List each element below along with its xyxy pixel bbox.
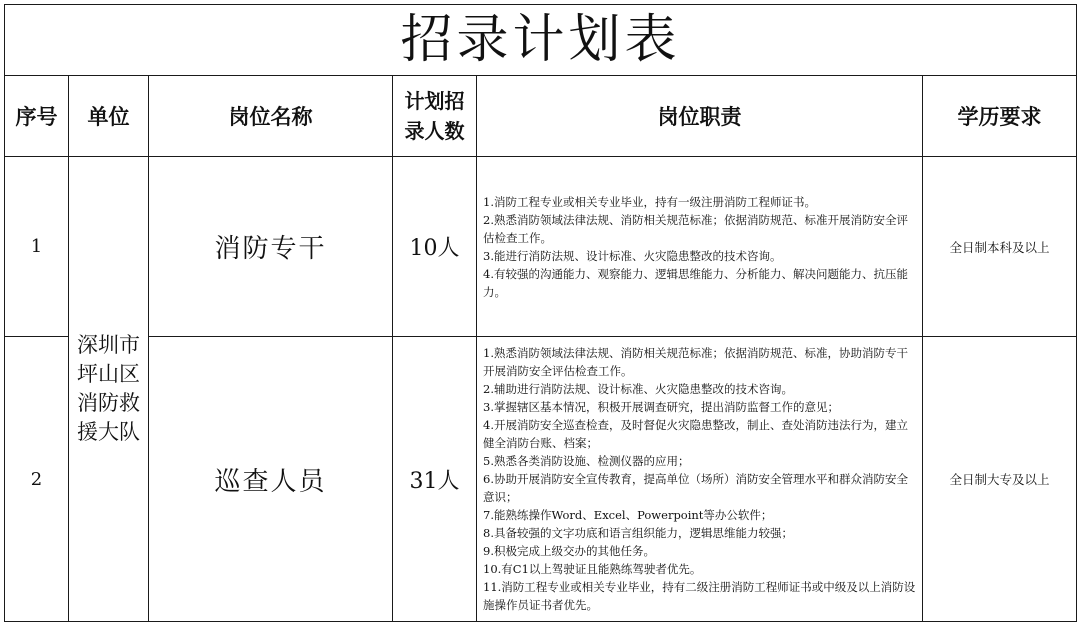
table-row: [5, 337, 1077, 622]
duty-item: 1.熟悉消防领域法律法规、消防相关规范标准；依据消防规范、标准，协助消防专干开展消防安全评估检查工作。: [483, 346, 908, 378]
duty-item: 4.有较强的沟通能力、观察能力、逻辑思维能力、分析能力、解决问题能力、抗压能力。: [483, 266, 908, 299]
post-name: 巡查人员: [149, 337, 393, 622]
duty-item: 8.具备较强的文字功底和语言组织能力，逻辑思维能力较强；: [483, 526, 793, 540]
education-requirement: 全日制本科及以上: [923, 157, 1077, 337]
header-post-name: 岗位名称: [149, 76, 393, 157]
post-name: 消防专干: [149, 157, 393, 337]
plan-count: 31人: [393, 337, 477, 622]
duty-item: 2.熟悉消防领域法律法规、消防相关规范标准；依据消防规范、标准开展消防安全评估检查工作。: [483, 212, 908, 245]
row-seq: 2: [5, 337, 69, 622]
unit-name: 深圳市坪山区消防救援大队: [77, 333, 140, 444]
header-seq: 序号: [5, 76, 69, 157]
duty-item: 1.消防工程专业或相关专业毕业，持有一级注册消防工程师证书。: [483, 194, 816, 209]
header-plan-count-line1: 计划招: [404, 89, 465, 113]
duty-item: 10.有C1以上驾驶证且能熟练驾驶者优先。: [483, 562, 702, 576]
recruitment-plan-table: [4, 4, 1077, 622]
duty-item: 2.辅助进行消防法规、设计标准、火灾隐患整改的技术咨询。: [483, 382, 793, 396]
header-education: 学历要求: [923, 76, 1077, 157]
duty-item: 11.消防工程专业或相关专业毕业，持有二级注册消防工程师证书或中级及以上消防设施操作员证书者优先。: [483, 580, 916, 612]
duties-cell: [477, 337, 923, 622]
table-row: [5, 157, 1077, 337]
plan-count: 10人: [393, 157, 477, 337]
header-row: [5, 76, 1077, 157]
education-requirement: 全日制大专及以上: [923, 337, 1077, 622]
duty-item: 5.熟悉各类消防设施、检测仪器的应用；: [483, 454, 690, 468]
header-unit: 单位: [69, 76, 149, 157]
duty-item: 9.积极完成上级交办的其他任务。: [483, 544, 655, 558]
duty-item: 7.能熟练操作Word、Excel、Powerpoint等办公软件；: [483, 508, 773, 522]
unit-cell: [69, 157, 149, 622]
table-title: 招录计划表: [5, 5, 1077, 76]
header-duties: 岗位职责: [477, 76, 923, 157]
duties-cell: [477, 157, 923, 337]
duty-item: 6.协助开展消防安全宣传教育，提高单位（场所）消防安全管理水平和群众消防安全意识；: [483, 472, 908, 504]
row-seq: 1: [5, 157, 69, 337]
header-plan-count: [393, 76, 477, 157]
duty-item: 3.掌握辖区基本情况，积极开展调查研究，提出消防监督工作的意见；: [483, 400, 839, 414]
duty-item: 3.能进行消防法规、设计标准、火灾隐患整改的技术咨询。: [483, 248, 782, 263]
header-plan-count-line2: 录人数: [404, 119, 465, 143]
duty-item: 4.开展消防安全巡查检查，及时督促火灾隐患整改，制止、查处消防违法行为，建立健全消防台账、档案；: [483, 418, 908, 450]
